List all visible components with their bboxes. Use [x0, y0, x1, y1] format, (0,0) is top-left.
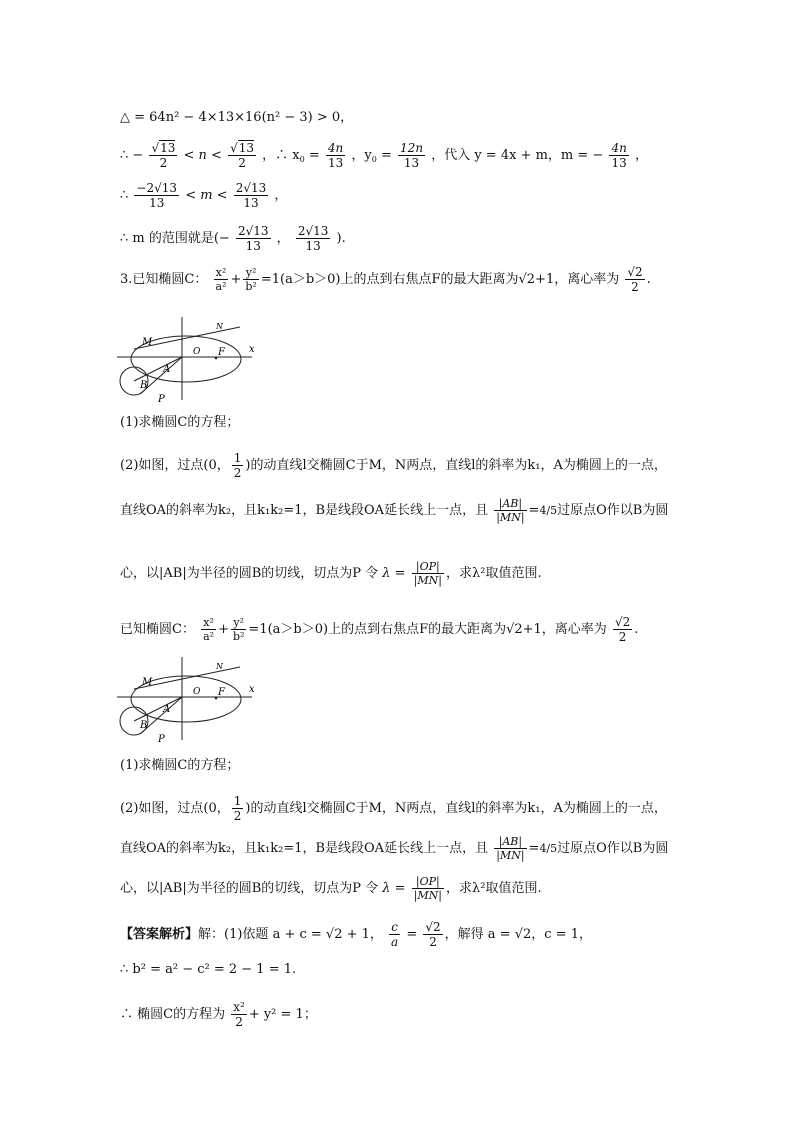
range-n-line: ∴ − $\frac{√13}{2}$ < n < $\frac{√13}{2}$ ，∴ $x_0$ = $\frac{4n}{13}$ ，$y_0$ = $\frac{12n}{13}$ ，代入 y = 4x + m，m = − $\frac{4n}{13}$ ，	[120, 141, 648, 170]
fraction-one-half-b: $\frac{1}{2}$	[233, 794, 242, 823]
fraction-4n-over-13: $\frac{4n}{13}$	[327, 141, 344, 170]
fraction-x2-over-2: $\frac{\text{x²}}{2}$	[233, 1000, 245, 1029]
fraction-c-over-a: $\frac{c}{a}$	[391, 920, 399, 949]
label-N-2: N	[216, 662, 223, 671]
x0-label: ，∴ x	[262, 148, 300, 163]
fraction-2sqrt13-over-13: $\frac{2√13}{13}$	[235, 181, 267, 210]
range-m-line: ∴ $\frac{-2√13}{13}$ < m < $\frac{2√13}{13}$ ，	[120, 181, 288, 210]
label-x-2: x	[249, 684, 255, 695]
part-2-line-3: 心，以|AB|为半径的圆B的切线，切点为P 令 λ = $\frac{|OP|}{|MN|}$ ，求λ²取值范围.	[120, 560, 542, 587]
answer-tag: 【答案解析】	[120, 927, 199, 942]
part-2-line-1: (2)如图，过点(0， $\frac{1}{2}$ )的动直线l交椭圆C于M，N两点，直线l的斜率为k₁，A为椭圆上的一点，	[120, 451, 667, 480]
fraction-neg-2sqrt13-over-13: $\frac{-2√13}{13}$	[136, 181, 178, 210]
fraction-sqrt13-over-2: $\frac{√13}{2}$	[230, 141, 255, 170]
label-B: B	[140, 380, 148, 391]
substitute-text: ，代入 y = 4x + m，m = −	[431, 148, 604, 163]
fraction-eccentricity: $\frac{√2}{2}$	[627, 265, 643, 294]
ellipse-figure-2	[112, 655, 262, 745]
question-3-statement-repeat: 已知椭圆C： $\frac{\text{x²}}{\text{a²}}$ + $\frac{\text{y²}}{\text{b²}}$ =1(a＞b＞0)上的点到右焦点F的最大距离为√2+1，离心率为 $\frac{√2}{2}$ .	[120, 615, 639, 644]
label-O: O	[193, 347, 201, 357]
fraction-y2-b2: $\frac{\text{y²}}{\text{b²}}$	[245, 266, 257, 293]
fraction-eccentricity-b: $\frac{√2}{2}$	[614, 615, 631, 644]
fraction-x2-a2: $\frac{\text{x²}}{\text{a²}}$	[215, 266, 227, 293]
fraction-y2-b2-b: $\frac{\text{y²}}{\text{b²}}$	[232, 616, 245, 643]
ellipse-figure-1	[112, 315, 262, 405]
label-B-2: B	[140, 720, 148, 731]
fraction-x2-a2-b: $\frac{\text{x²}}{\text{a²}}$	[203, 616, 215, 643]
fraction-sqrt2-over-2: $\frac{√2}{2}$	[425, 920, 441, 949]
answer-line-1: 【答案解析】解：(1)依题 a + c = √2 + 1， $\frac{c}{a}$ = $\frac{√2}{2}$ ，解得 a = √2，c = 1，	[120, 920, 592, 949]
part-2-line-2: 直线OA的斜率为k₂，且k₁k₂=1，B是线段OA延长线上一点，且 $\frac{|AB|}{|MN|}$ =4/5过原点O作以B为圆	[120, 497, 669, 524]
label-P: P	[158, 394, 165, 405]
fraction-neg-sqrt13-over-2: $\frac{√13}{2}$	[151, 141, 176, 170]
delta-inequality: △ = 64n² − 4×13×16(n² − 3) > 0，	[120, 110, 354, 125]
label-M-2: M	[142, 677, 153, 688]
fraction-op-over-mn: $\frac{|OP|}{|MN|}$	[413, 560, 442, 587]
answer-line-2: ∴ b² = a² − c² = 2 − 1 = 1.	[120, 962, 297, 977]
therefore-text: ∴ −	[120, 148, 144, 163]
label-F: F	[218, 347, 225, 358]
answer-line-3: ∴ 椭圆C的方程为 $\frac{\text{x²}}{2}$ + y² = 1；	[120, 1000, 317, 1029]
part-2-line-3-repeat: 心，以|AB|为半径的圆B的切线，切点为P 令 λ = $\frac{|OP|}{|MN|}$ ，求λ²取值范围.	[120, 875, 542, 902]
label-x: x	[249, 344, 255, 355]
question-3-statement: 3.已知椭圆C： $\frac{\text{x²}}{\text{a²}}$ + $\frac{\text{y²}}{\text{b²}}$ =1(a＞b＞0)上的点到右焦点F的最大距离为√2+1，离心率为 $\frac{√2}{2}$ .	[120, 265, 651, 294]
fraction-12n-over-13: $\frac{12n}{13}$	[400, 141, 424, 170]
label-O-2: O	[193, 687, 201, 697]
label-F-2: F	[218, 687, 225, 698]
fraction-one-half: $\frac{1}{2}$	[233, 451, 242, 480]
range-m-conclusion: ∴ m 的范围就是(− $\frac{2√13}{13}$ ， $\frac{2√13}{13}$ ).	[120, 224, 346, 253]
fraction-ab-over-mn: $\frac{|AB|}{|MN|}$	[496, 497, 525, 524]
inequality-n: < n <	[183, 148, 222, 163]
fraction-ab-over-mn-b: $\frac{|AB|}{|MN|}$	[496, 835, 525, 862]
fraction-4n-over-13-b: $\frac{4n}{13}$	[611, 141, 627, 170]
part-2-line-2-repeat: 直线OA的斜率为k₂，且k₁k₂=1，B是线段OA延长线上一点，且 $\frac{|AB|}{|MN|}$ =4/5过原点O作以B为圆	[120, 835, 669, 862]
label-P-2: P	[158, 734, 165, 745]
fraction-2sqrt13-over-13-b: $\frac{2√13}{13}$	[297, 224, 329, 253]
label-M: M	[142, 337, 153, 348]
label-N: N	[216, 322, 223, 331]
y0-label: ，y	[351, 148, 372, 163]
fraction-2sqrt13-over-13-a: $\frac{2√13}{13}$	[237, 224, 269, 253]
fraction-op-over-mn-b: $\frac{|OP|}{|MN|}$	[413, 875, 442, 902]
part-2-line-1-repeat: (2)如图，过点(0， $\frac{1}{2}$ )的动直线l交椭圆C于M，N两点，直线l的斜率为k₁，A为椭圆上的一点，	[120, 794, 667, 823]
part-1-text-repeat: (1)求椭圆C的方程；	[120, 758, 240, 773]
label-A-2: A	[163, 704, 171, 715]
part-1-text: (1)求椭圆C的方程；	[120, 415, 240, 430]
label-A: A	[163, 364, 171, 375]
